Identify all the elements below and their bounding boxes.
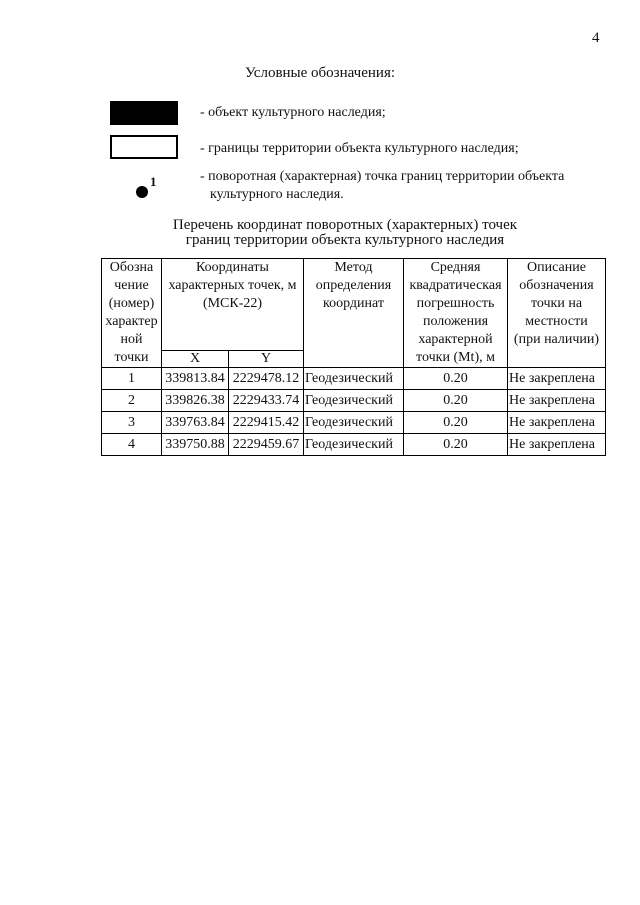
cell-y: 2229478.12 bbox=[229, 368, 304, 390]
table-row bbox=[102, 368, 606, 390]
cell-y: 2229433.74 bbox=[229, 390, 304, 412]
header-x: X bbox=[162, 351, 229, 368]
cell-x: 339750.88 bbox=[162, 434, 229, 456]
table-row bbox=[102, 434, 606, 456]
coordinates-table bbox=[101, 258, 606, 456]
legend-item-text-line2: культурного наследия. bbox=[210, 187, 344, 202]
cell-description: Не закреплена bbox=[508, 434, 606, 456]
page-number: 4 bbox=[592, 30, 600, 46]
legend-item-text-line1: - поворотная (характерная) точка границ территории объекта bbox=[200, 169, 565, 184]
cell-description: Не закреплена bbox=[508, 390, 606, 412]
cell-error: 0.20 bbox=[404, 368, 508, 390]
point-symbol-label: 1 bbox=[150, 174, 157, 189]
cell-y: 2229415.42 bbox=[229, 412, 304, 434]
header-coordinates: Координаты характерных точек, м (МСК-22) bbox=[162, 259, 304, 351]
legend-item-text: - границы территории объекта культурного наследия; bbox=[200, 141, 519, 156]
cell-method: Геодезический bbox=[304, 434, 404, 456]
table-title-line2: границ территории объекта культурного наследия bbox=[185, 232, 505, 248]
point-symbol-icon bbox=[136, 186, 148, 198]
cell-method: Геодезический bbox=[304, 412, 404, 434]
header-method: Метод определения координат bbox=[304, 259, 404, 368]
cell-num: 1 bbox=[102, 368, 162, 390]
legend-item-text: - объект культурного наследия; bbox=[200, 105, 386, 120]
table-title bbox=[0, 218, 640, 248]
table-row bbox=[102, 412, 606, 434]
filled-rectangle-symbol bbox=[110, 101, 178, 125]
cell-error: 0.20 bbox=[404, 412, 508, 434]
cell-description: Не закреплена bbox=[508, 412, 606, 434]
cell-error: 0.20 bbox=[404, 434, 508, 456]
cell-x: 339826.38 bbox=[162, 390, 229, 412]
cell-num: 2 bbox=[102, 390, 162, 412]
table-title-line1: Перечень координат поворотных (характерных) точек bbox=[172, 217, 518, 233]
cell-y: 2229459.67 bbox=[229, 434, 304, 456]
cell-method: Геодезический bbox=[304, 390, 404, 412]
table-row bbox=[102, 390, 606, 412]
cell-num: 3 bbox=[102, 412, 162, 434]
header-error: Средняя квадратическая погрешность положения характерной точки (Mt), м bbox=[404, 259, 508, 368]
legend-item-text bbox=[200, 168, 564, 204]
table-header-row bbox=[102, 259, 606, 351]
outline-rectangle-symbol bbox=[110, 135, 178, 159]
legend-title: Условные обозначения: bbox=[244, 65, 396, 81]
header-description: Описание обозначения точки на местности (при наличии) bbox=[508, 259, 606, 368]
cell-error: 0.20 bbox=[404, 390, 508, 412]
header-y: Y bbox=[229, 351, 304, 368]
cell-x: 339813.84 bbox=[162, 368, 229, 390]
cell-x: 339763.84 bbox=[162, 412, 229, 434]
header-designation: Обозна чение (номер) характер ной точки bbox=[102, 259, 162, 368]
cell-num: 4 bbox=[102, 434, 162, 456]
cell-description: Не закреплена bbox=[508, 368, 606, 390]
cell-method: Геодезический bbox=[304, 368, 404, 390]
